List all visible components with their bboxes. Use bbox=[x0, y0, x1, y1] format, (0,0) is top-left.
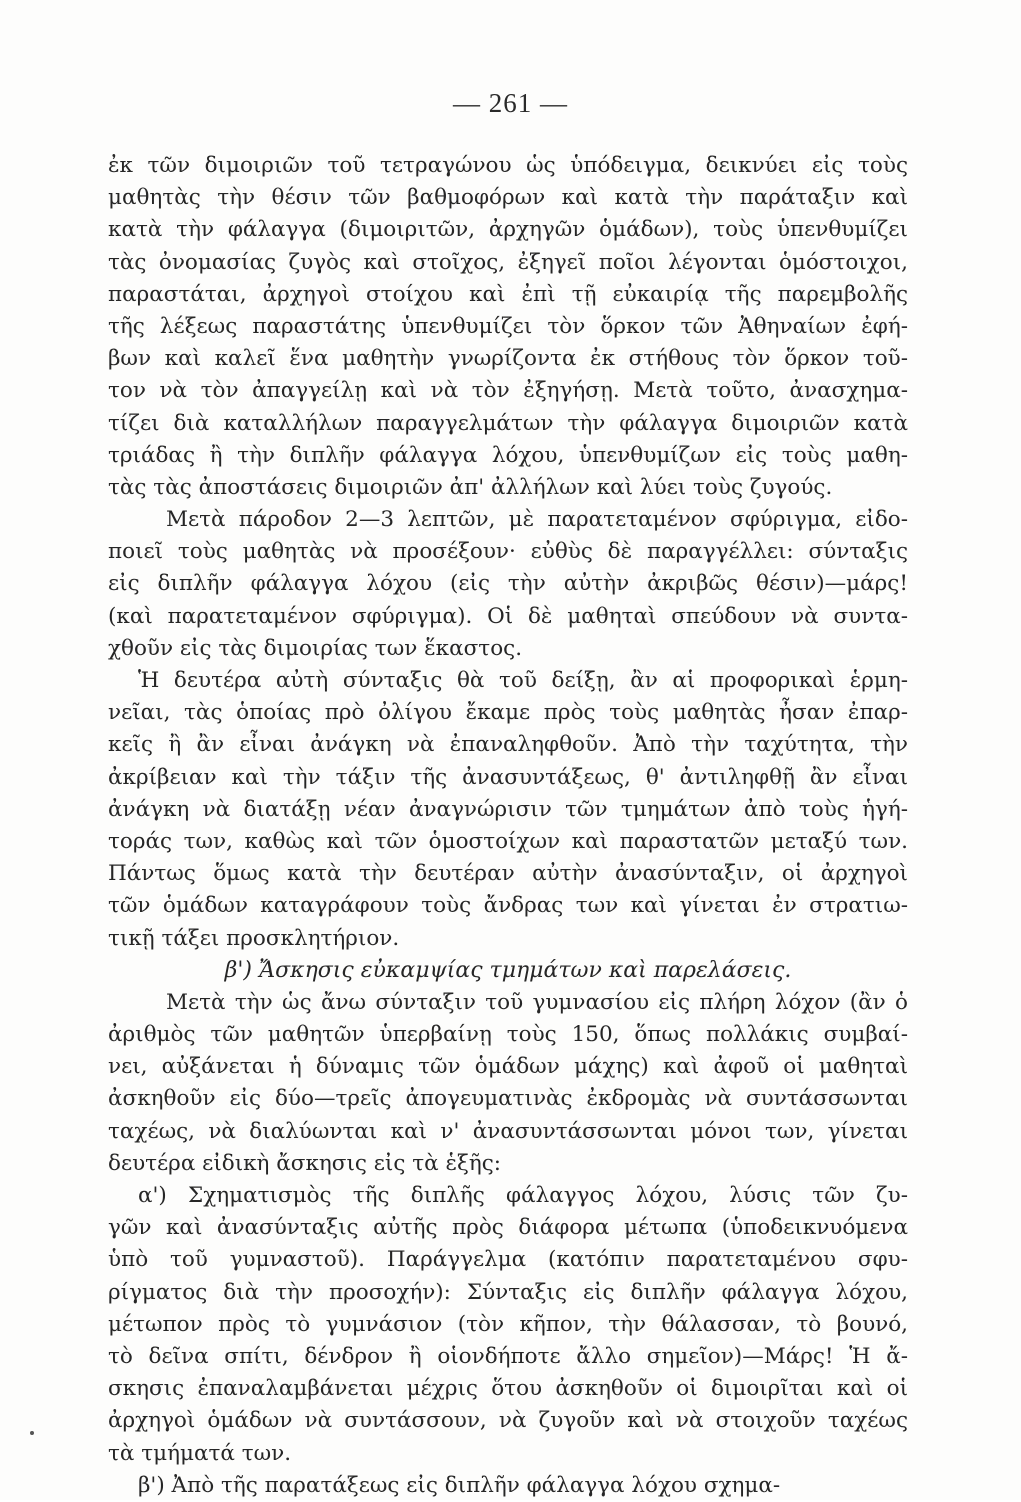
text-line: γῶν καὶ ἀνασύνταξις αὐτῆς πρὸς διάφορα μέτωπα (ὑποδεικνυόμενα bbox=[108, 1215, 908, 1241]
text-line: δευτέρα εἰδικὴ ἄσκησις εἰς τὰ ἑξῆς: bbox=[108, 1150, 502, 1176]
text-line: τίζει διὰ καταλλήλων παραγγελμάτων τὴν φάλαγγα διμοιριῶν κατὰ bbox=[108, 410, 908, 436]
text-line: ἀκρίβειαν καὶ τὴν τάξιν τῆς ἀνασυντάξεως, θ' ἀντιληφθῇ ἂν εἶναι bbox=[108, 764, 908, 790]
text-line: νεῖαι, τὰς ὁποίας πρὸ ὀλίγου ἔκαμε πρὸς τοὺς μαθητὰς ἦσαν ἐπαρ- bbox=[108, 700, 908, 726]
text-line: τὰς τὰς ἀποστάσεις διμοιριῶν ἀπ' ἀλλήλων καὶ λύει τοὺς ζυγούς. bbox=[108, 474, 833, 500]
text-line: ἀριθμὸς τῶν μαθητῶν ὑπερβαίνῃ τοὺς 150, ὅπως πολλάκις συμβαί- bbox=[108, 1022, 908, 1048]
text-line: ποιεῖ τοὺς μαθητὰς νὰ προσέξουν· εὐθὺς δὲ παραγγέλλει: σύνταξις bbox=[108, 539, 908, 565]
text-line: ὑπὸ τοῦ γυμναστοῦ). Παράγγελμα (κατόπιν παρατεταμένου σφυ- bbox=[108, 1247, 908, 1273]
scan-speck bbox=[30, 1431, 34, 1435]
text-line: εἰς διπλῆν φάλαγγα λόχου (εἰς τὴν αὐτὴν ἀκριβῶς θέσιν)—μάρς! bbox=[108, 571, 908, 597]
text-line: κατὰ τὴν φάλαγγα (διμοιριτῶν, ἀρχηγῶν ὁμάδων), τοὺς ὑπενθυμίζει bbox=[108, 217, 908, 243]
text-line: τοράς των, καθὼς καὶ τῶν ὁμοστοίχων καὶ παραστατῶν μεταξύ των. bbox=[108, 828, 908, 854]
text-line: μαθητὰς τὴν θέσιν τῶν βαθμοφόρων καὶ κατὰ τὴν παράταξιν καὶ bbox=[108, 185, 908, 211]
text-line: τον νὰ τὸν ἀπαγγείλῃ καὶ νὰ τὸν ἐξηγήσῃ. Μετὰ τοῦτο, ἀνασχημα- bbox=[108, 378, 908, 404]
list-item-line: α') Σχηματισμὸς τῆς διπλῆς φάλαγγος λόχου, λύσις τῶν ζυ- bbox=[138, 1183, 908, 1208]
text-line: Πάντως ὅμως κατὰ τὴν δευτέραν αὐτὴν ἀνασύνταξιν, οἱ ἀρχηγοὶ bbox=[108, 861, 908, 887]
paragraph-start-line: Ἡ δευτέρα αὐτὴ σύνταξις θὰ τοῦ δείξῃ, ἂν αἱ προφορικαὶ ἑρμη- bbox=[138, 668, 908, 693]
text-line: (καὶ παρατεταμένον σφύριγμα). Οἱ δὲ μαθηταὶ σπεύδουν νὰ συντα- bbox=[108, 603, 908, 629]
text-line: τὰ τμήματά των. bbox=[108, 1440, 292, 1466]
paragraph-start-line: Μετὰ τὴν ὡς ἄνω σύνταξιν τοῦ γυμνασίου εἰς πλήρη λόχον (ἂν ὁ bbox=[166, 989, 908, 1015]
text-line: μέτωπον πρὸς τὸ γυμνάσιον (τὸν κῆπον, τὴν θάλασσαν, τὸ βουνό, bbox=[108, 1311, 908, 1337]
text-line: κεῖς ἢ ἂν εἶναι ἀνάγκη νὰ ἐπαναληφθοῦν. Ἀπὸ τὴν ταχύτητα, τὴν bbox=[108, 732, 908, 758]
text-line: τὸ δεῖνα σπίτι, δένδρον ἢ οἱονδήποτε ἄλλο σημεῖον)—Μάρς! Ἡ ἄ- bbox=[108, 1343, 908, 1369]
text-line: τικῇ τάξει προσκλητήριον. bbox=[108, 925, 400, 951]
text-line: ταχέως, νὰ διαλύωνται καὶ ν' ἀνασυντάσσωνται μόνοι των, γίνεται bbox=[108, 1118, 908, 1144]
section-heading: β') Ἄσκησις εὐκαμψίας τμημάτων καὶ παρελάσεις. bbox=[224, 957, 792, 983]
text-line: χθοῦν εἰς τὰς διμοιρίας των ἕκαστος. bbox=[108, 635, 523, 661]
text-line: ρίγματος διὰ τὴν προσοχήν): Σύνταξις εἰς διπλῆν φάλαγγα λόχου, bbox=[108, 1279, 908, 1305]
text-line: τῶν ὁμάδων καταγράφουν τοὺς ἄνδρας των καὶ γίνεται ἐν στρατιω- bbox=[108, 893, 908, 919]
text-line: τὰς ὀνομασίας ζυγὸς καὶ στοῖχος, ἐξηγεῖ ποῖοι λέγονται ὁμόστοιχοι, bbox=[108, 249, 908, 275]
text-line: τῆς λέξεως παραστάτης ὑπενθυμίζει τὸν ὅρκον τῶν Ἀθηναίων ἐφή- bbox=[108, 313, 908, 339]
paragraph-start-line: Μετὰ πάροδον 2—3 λεπτῶν, μὲ παρατεταμένον σφύριγμα, εἰδο- bbox=[166, 507, 908, 533]
text-line: σκησις ἐπαναλαμβάνεται μέχρις ὅτου ἀσκηθοῦν οἱ διμοιρῖται καὶ οἱ bbox=[108, 1376, 908, 1402]
text-line: τριάδας ἢ τὴν διπλῆν φάλαγγα λόχου, ὑπενθυμίζων εἰς τοὺς μαθη- bbox=[108, 442, 908, 468]
text-line: ἐκ τῶν διμοιριῶν τοῦ τετραγώνου ὡς ὑπόδειγμα, δεικνύει εἰς τοὺς bbox=[108, 153, 908, 178]
text-line: ἀρχηγοὶ ὁμάδων νὰ συντάσσουν, νὰ ζυγοῦν καὶ νὰ στοιχοῦν ταχέως bbox=[108, 1408, 908, 1434]
text-line: ἀσκηθοῦν εἰς δύο—τρεῖς ἀπογευματινὰς ἐκδρομὰς νὰ συντάσσωνται bbox=[108, 1086, 908, 1112]
text-line: νει, αὐξάνεται ἡ δύναμις τῶν ὁμάδων μάχης) καὶ ἀφοῦ οἱ μαθηταὶ bbox=[108, 1054, 908, 1080]
page-number: — 261 — bbox=[453, 88, 568, 118]
text-line: βων καὶ καλεῖ ἕνα μαθητὴν γνωρίζοντα ἐκ στήθους τὸν ὅρκον τοῦ- bbox=[108, 346, 908, 372]
body-text bbox=[108, 150, 908, 1502]
text-line: ἀνάγκη νὰ διατάξῃ νέαν ἀναγνώρισιν τῶν τμημάτων ἀπὸ τοὺς ἡγή- bbox=[108, 796, 908, 822]
list-item-line: β') Ἀπὸ τῆς παρατάξεως εἰς διπλῆν φάλαγγα λόχου σχημα- bbox=[138, 1472, 781, 1498]
text-line: παραστάται, ἀρχηγοὶ στοίχου καὶ ἐπὶ τῇ εὐκαιρίᾳ τῆς παρεμβολῆς bbox=[108, 281, 908, 307]
